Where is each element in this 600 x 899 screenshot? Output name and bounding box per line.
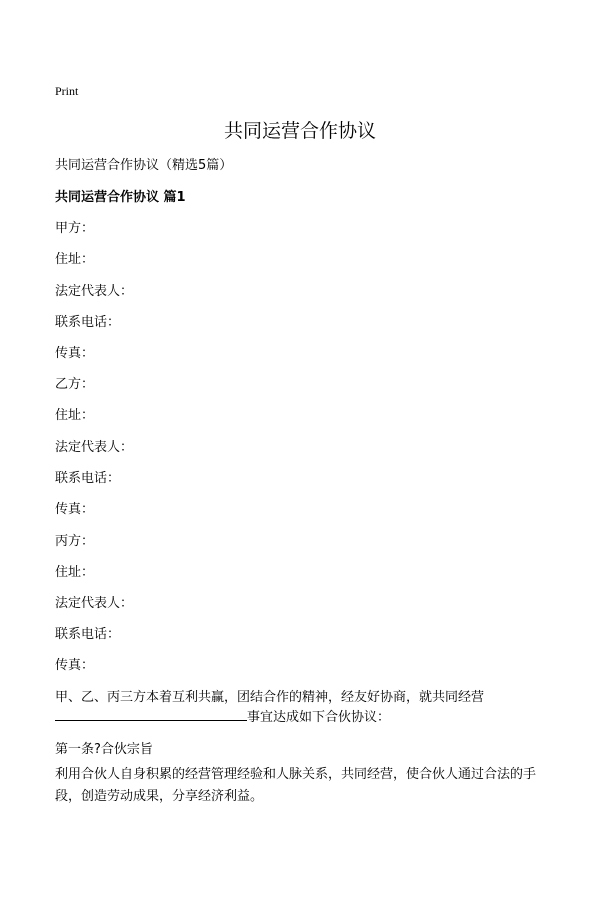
field-phone-b: 联系电话： bbox=[55, 471, 121, 486]
intro-line-1: 甲、乙、丙三方本着互利共赢，团结合作的精神，经友好协商，就共同经营 bbox=[55, 690, 485, 705]
field-legal-rep-c: 法定代表人： bbox=[55, 596, 134, 611]
section-heading: 共同运营合作协议 篇1 bbox=[55, 190, 186, 205]
field-fax-a: 传真： bbox=[55, 346, 95, 361]
field-party-a: 甲方： bbox=[55, 221, 95, 236]
intro-line-2-text: 事宜达成如下合伙协议： bbox=[247, 710, 391, 725]
field-legal-rep-a: 法定代表人： bbox=[55, 284, 134, 299]
print-label: Print bbox=[55, 84, 79, 98]
field-phone-c: 联系电话： bbox=[55, 627, 121, 642]
field-party-c: 丙方： bbox=[55, 534, 95, 549]
article-1-heading: 第一条?合伙宗旨 bbox=[55, 742, 153, 757]
document-title: 共同运营合作协议 bbox=[223, 120, 376, 142]
field-address-c: 住址： bbox=[55, 565, 95, 580]
field-legal-rep-b: 法定代表人： bbox=[55, 440, 134, 455]
blank-underline bbox=[55, 708, 247, 721]
intro-line-2 bbox=[55, 706, 390, 725]
field-address-b: 住址： bbox=[55, 408, 95, 423]
field-phone-a: 联系电话： bbox=[55, 315, 121, 330]
document-subtitle: 共同运营合作协议（精选5篇） bbox=[55, 158, 233, 173]
article-1-body: 利用合伙人自身积累的经营管理经验和人脉关系，共同经营，使合伙人通过合法的手段，创造劳动成果，分享经济利益。 bbox=[55, 767, 537, 804]
field-fax-c: 传真： bbox=[55, 658, 95, 673]
field-fax-b: 传真： bbox=[55, 502, 95, 517]
field-address-a: 住址： bbox=[55, 252, 95, 267]
field-party-b: 乙方： bbox=[55, 377, 95, 392]
